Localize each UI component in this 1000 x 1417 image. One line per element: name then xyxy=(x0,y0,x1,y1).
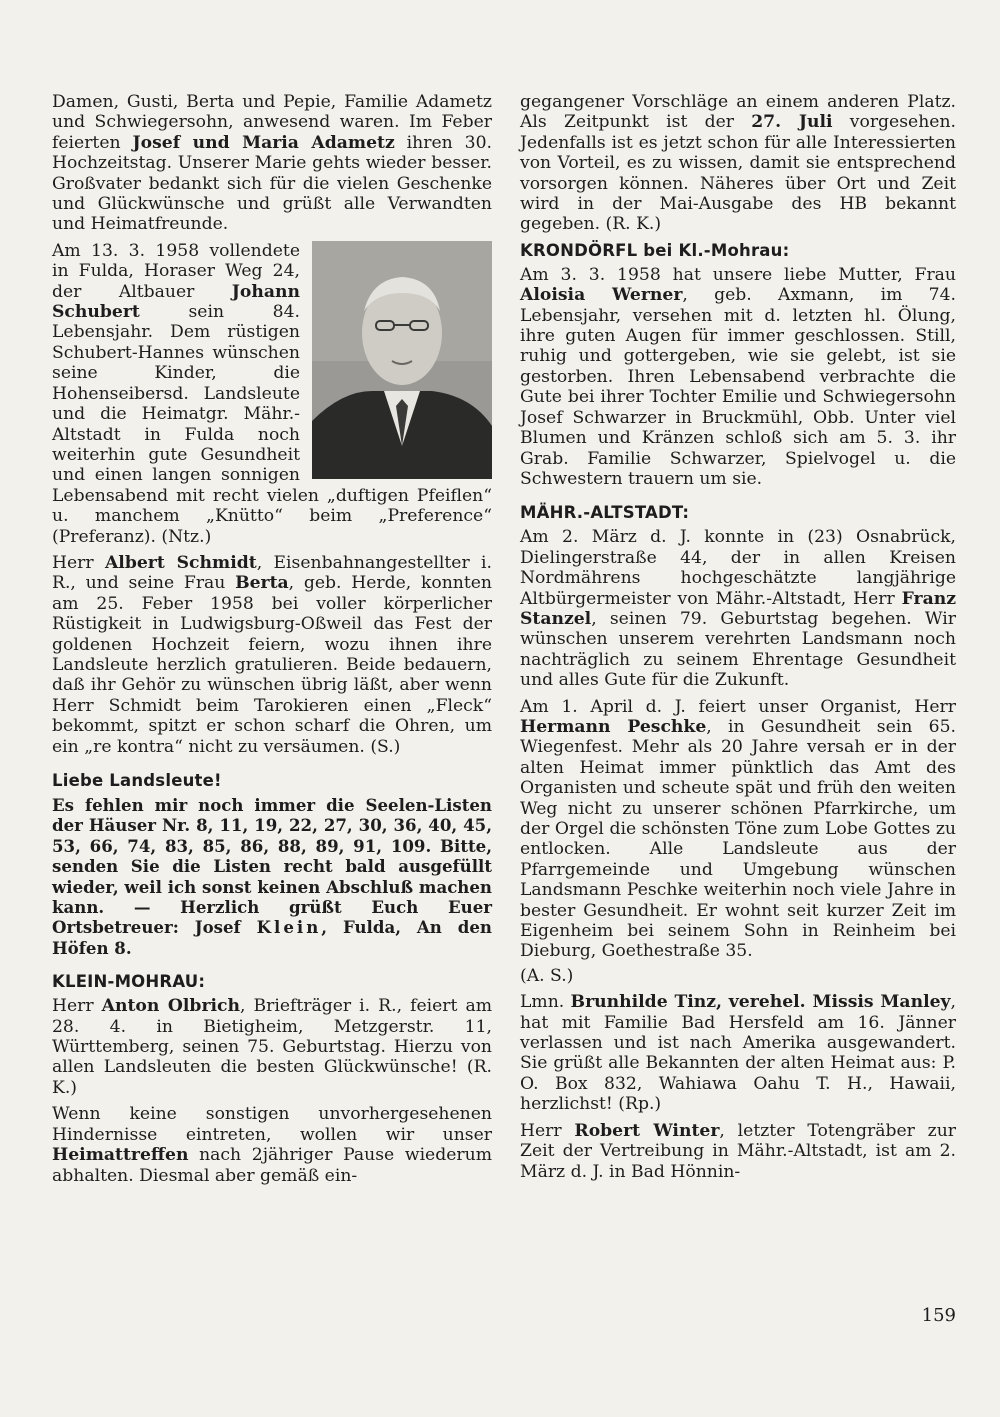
text: Am 1. April d. J. feiert unser Organist, Herr xyxy=(520,696,956,717)
paragraph-olbrich xyxy=(52,996,492,1098)
text: Lmn. xyxy=(520,992,571,1013)
left-column xyxy=(52,92,492,1192)
name-klein: Klein xyxy=(256,917,322,938)
text: , seinen 79. Geburtstag begehen. Wir wünschen unserem verehrten Landsmann noch nachträglich zu seinem Ehrentage Gesundheit und alles Gute für die Zukunft. xyxy=(520,608,956,691)
signature-as: (A. S.) xyxy=(520,965,574,986)
text: Herr xyxy=(52,552,105,573)
text: Am 3. 3. 1958 hat unsere liebe Mutter, Frau xyxy=(520,264,956,285)
text: Damen, Gusti, Berta und Pepie, Familie Adametz und Schwiegersohn, anwesend waren. Im Feber feierten xyxy=(52,92,492,153)
date-27-juli: 27. Juli xyxy=(751,112,833,133)
text: , geb. Axmann, im 74. Lebensjahr, versehen mit d. letzten hl. Ölung, ihre guten Augen für immer geschlossen. Still, ruhig und gottergeben, wie sie gelebt, ist sie gestorben. Ihren Lebensabend verbrachte die Gute bei ihrer Tochter Emilie und Schwiegersohn Josef Schwarzer in Bruckmühl, Obb. Unter viel Blumen und Kränzen schloß sich am 5. 3. ihr Grab. Familie Schwarzer, Spielvogel u. die Schwestern trauern um sie. xyxy=(520,285,957,489)
name-hermann-peschke: Hermann Peschke xyxy=(520,716,707,737)
text: , geb. Herde, konnten am 25. Feber 1958 bei voller körperlicher Rüstigkeit in Ludwigsburg-Oßweil das Fest der goldenen Hochzeit feiern, wozu ihnen ihre Landsleute herzlich gratulieren. Beide bedauern, daß ihr Gehör zu wünschen übrig läßt, aber wenn Herr Schmidt beim Tarokieren einen „Fleck“ bekommt, spitzt er schon scharf die Ohren, um ein „re kontra“ nicht zu versäumen. (S.) xyxy=(52,573,492,757)
text: gegangener Vorschläge an einem anderen Platz. Als Zeitpunkt ist der xyxy=(520,92,956,133)
paragraph-treffen-cont xyxy=(520,92,956,235)
paragraph-schmidt xyxy=(52,553,492,757)
paragraph-tinz xyxy=(520,992,956,1114)
text: vorgesehen. Jedenfalls ist es jetzt schon für alle Interessierten von Vorteil, es zu wissen, damit sie entsprechend vorsorgen können. Näheres über Ort und Zeit wird in der Mai-Ausgabe des HB bekannt gegeben. (R. K.) xyxy=(520,112,956,235)
text: Am 2. März d. J. konnte in (23) Osnabrück, Dielingerstraße 44, der in allen Kreisen Nordmährens hochgeschätzte langjährige Altbürgermeister von Mähr.-Altstadt, Herr xyxy=(520,527,956,609)
right-column xyxy=(520,92,956,1188)
notice-seelen-listen xyxy=(52,795,492,958)
text: sein 84. Lebensjahr. Dem rüstigen Schubert-Hannes wünschen seine Kinder, die Hohenseibersd. Landsleute und die Heimatgr. Mähr.-Altstadt in Fulda noch weiterhin gute Gesundheit und einen langen sonnigen Lebensabend mit recht vielen „duftigen Pfeiflen“ u. manchem „Knütto“ beim „Preference“ (Preferanz). (Ntz.) xyxy=(52,302,492,547)
name-anton-olbrich: Anton Olbrich xyxy=(101,996,240,1017)
paragraph-adametz xyxy=(52,92,492,235)
page-number: 159 xyxy=(921,1305,956,1326)
heading-krondoerfl: KRONDÖRFL bei Kl.-Mohrau: xyxy=(520,240,790,260)
name-berta: Berta xyxy=(235,573,289,594)
text: , Briefträger i. R., feiert am 28. 4. in Bietigheim, Metzgerstr. 11, Württemberg, seinen 75. Geburtstag. Hierzu von allen Landsleuten die besten Glückwünsche! (R. K.) xyxy=(52,996,492,1098)
text: Wenn keine sonstigen unvorhergesehenen Hindernisse eintreten, wollen wir unser xyxy=(52,1104,492,1145)
text: , hat mit Familie Bad Hersfeld am 16. Jänner verlassen und ist nach Amerika ausgewandert. Sie grüßt alle Bekannten der alten Heimat aus: P. O. Box 832, Wahiawa Oahu T. H., Hawaii, herzlichst! (Rp.) xyxy=(520,992,956,1115)
portrait-photo-johann-schubert xyxy=(312,241,492,479)
name-josef-maria-adametz: Josef und Maria Adametz xyxy=(132,132,395,153)
text: , in Gesundheit sein 65. Wiegenfest. Mehr als 20 Jahre versah er in der alten Heimat immer pünktlich das Amt des Organisten und scheute spät und früh den weiten Weg nicht zu unserer schönen Pfarrkirche, um der Orgel die schönsten Töne zum Lobe Gottes zu entlocken. Alle Landsleute aus der Pfarrgemeinde und Umgebung wünschen Landsmann Peschke weiterhin noch viele Jahre in bester Gesundheit. Er wohnt seit kurzer Zeit im Eigenheim bei seinem Sohn in Reinheim bei Dieburg, Goethestraße 35. xyxy=(520,716,956,962)
name-franz-stanzel: Franz Stanzel xyxy=(520,588,956,629)
name-robert-winter: Robert Winter xyxy=(574,1120,720,1141)
text: Am 13. 3. 1958 vollendete in Fulda, Horaser Weg 24, der Altbauer xyxy=(52,240,300,302)
text: , letzter Totengräber zur Zeit der Vertreibung in Mähr.-Altstadt, ist am 2. März d. J. in Bad Hönnin- xyxy=(520,1120,957,1182)
text: Herr xyxy=(520,1120,575,1141)
notice-text xyxy=(52,795,492,958)
heading-klein-mohrau: KLEIN-MOHRAU: xyxy=(52,972,206,992)
heimattreffen-bold: Heimattreffen xyxy=(52,1145,189,1166)
heading-maehr-altstadt: MÄHR.-ALTSTADT: xyxy=(520,503,690,523)
paragraph-winter xyxy=(520,1121,956,1182)
text: , Fulda, An den Höfen 8. xyxy=(52,917,492,958)
text: nach 2jähriger Pause wiederum abhalten. Diesmal aber gemäß ein- xyxy=(52,1145,492,1186)
paragraph-peschke xyxy=(520,697,956,962)
paragraph-heimattreffen xyxy=(52,1104,492,1186)
text: , Eisenbahnangestellter i. R., und seine Frau xyxy=(52,552,492,594)
name-aloisia-werner: Aloisia Werner xyxy=(520,285,683,306)
name-albert-schmidt: Albert Schmidt xyxy=(104,552,257,573)
heading-liebe-landsleute: Liebe Landsleute! xyxy=(52,771,222,790)
text: ihren 30. Hochzeitstag. Unserer Marie gehts wieder besser. Großvater bedankt sich für die vielen Geschenke und Glückwünsche und grüßt alle Verwandten und Heimatfreunde. xyxy=(52,132,492,235)
name-johann-schubert: Johann Schubert xyxy=(52,281,300,323)
paragraph-stanzel xyxy=(520,527,956,690)
paragraph-werner xyxy=(520,265,956,489)
text: Es fehlen mir noch immer die Seelen-Listen der Häuser Nr. 8, 11, 19, 22, 27, 30, 36, 40, 45, 53, 66, 74, 83, 85, 86, 88, 89, 91, 109. Bitte, senden Sie die Listen recht bald ausgefüllt wieder, weil ich sonst keinen Abschluß machen kann. — Herzlich grüßt Euch Euer Ortsbetreuer: Josef xyxy=(52,795,492,938)
text: Herr xyxy=(52,996,102,1017)
name-brunhilde-tinz: Brunhilde Tinz, verehel. Missis Manley xyxy=(570,992,951,1013)
